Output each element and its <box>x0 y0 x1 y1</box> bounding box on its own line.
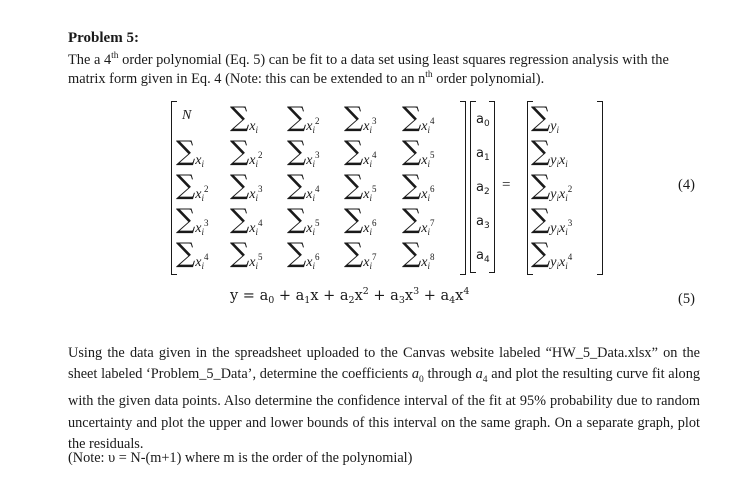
rhs-right-bracket <box>597 101 603 275</box>
poly-term: x <box>455 288 464 304</box>
matrix-entry: $\sum x_i^6$ <box>402 170 435 203</box>
problem-intro <box>68 51 708 89</box>
rhs-entry: $\sum y_i$ <box>531 102 560 135</box>
matrix-entry: $\sum x_i^3$ <box>344 102 377 135</box>
matrix-entry: $\sum x_i^4$ <box>176 238 209 271</box>
coef-a4: a <box>475 366 483 383</box>
rhs-entry: $\sum y_ix_i^4$ <box>531 238 573 271</box>
poly-exp: 2 <box>362 286 369 297</box>
matrix-entry: $\sum x_i^3$ <box>230 170 263 203</box>
poly-sub: 2 <box>348 295 355 306</box>
polynomial-equation <box>230 288 469 304</box>
matrix-entry: $\sum x_i$ <box>176 136 205 169</box>
rhs-entry: $\sum y_ix_i^2$ <box>531 170 573 203</box>
matrix-entry: $\sum x_i^6$ <box>287 238 320 271</box>
degrees-of-freedom-note: (Note: υ = N-(m+1) where m is the order of the polynomial) <box>68 450 413 466</box>
intro-superscript-1: th <box>111 51 119 61</box>
matrix-right-bracket <box>460 101 466 275</box>
rhs-entry: $\sum y_ix_i^3$ <box>531 204 573 237</box>
matrix-entry: $\sum x_i^5$ <box>287 204 320 237</box>
matrix-entry: $\sum x_i^5$ <box>230 238 263 271</box>
matrix-equals-sign: = <box>502 177 511 193</box>
poly-term: + a <box>274 288 305 304</box>
desc-part-3: and plot the resulting curve fit along with the given data points. Also determine the confidence interval of the fit at 95% probability due to random uncertainty and plot the upper and lower bounds of this interval on the same graph. On a separate graph, plot the residuals. <box>68 366 701 453</box>
poly-term: x <box>354 288 363 304</box>
poly-sub: 3 <box>398 295 405 306</box>
poly-lhs: y = <box>230 288 260 304</box>
matrix-entry: $\sum x_i^8$ <box>402 238 435 271</box>
poly-sub: 0 <box>268 295 275 306</box>
intro-part-3: order polynomial). <box>432 71 545 87</box>
poly-a: a <box>259 288 269 304</box>
matrix-entry: $\sum x_i^2$ <box>230 136 263 169</box>
poly-term: + a <box>368 288 399 304</box>
equation-number-4: (4) <box>678 177 695 193</box>
matrix-entry: $\sum x_i^3$ <box>176 204 209 237</box>
coef-a0-index: 0 <box>419 375 424 386</box>
intro-superscript-2: th <box>425 70 433 80</box>
matrix-entry: $\sum x_i^2$ <box>287 102 320 135</box>
desc-part-2: through <box>423 366 476 383</box>
coefficient-entry: $a_0$ <box>476 112 490 129</box>
matrix-entry: $\sum x_i^4$ <box>287 170 320 203</box>
problem-title: Problem 5: <box>68 30 139 46</box>
coef-a4-index: 4 <box>482 375 488 386</box>
matrix-entry: $\sum x_i^5$ <box>344 170 377 203</box>
intro-part-2: order polynomial (Eq. 5) can be fit to a data set using least squares regression analysis with the matrix form given in Eq. 4 (Note: this can be extended to an n <box>68 52 669 87</box>
poly-term: x <box>404 288 414 304</box>
coefficient-entry: $a_3$ <box>476 214 490 231</box>
poly-sub: 1 <box>304 295 311 306</box>
coef-a0: a <box>411 366 420 383</box>
matrix-entry: $\sum x_i^7$ <box>344 238 377 271</box>
matrix-entry: $\sum x_i^4$ <box>230 204 263 237</box>
poly-term: + a <box>419 288 450 304</box>
matrix-entry: $\sum x_i^6$ <box>344 204 377 237</box>
equation-number-5: (5) <box>678 291 695 307</box>
poly-exp: 4 <box>463 286 470 297</box>
problem-description <box>68 343 700 455</box>
coefficient-entry: $a_4$ <box>476 248 490 265</box>
matrix-entry: $\sum x_i^7$ <box>402 204 435 237</box>
poly-term: x + a <box>310 288 349 304</box>
coefficient-entry: $a_1$ <box>476 146 490 163</box>
poly-exp: 3 <box>413 286 420 297</box>
matrix-entry: $\sum x_i^4$ <box>402 102 435 135</box>
rhs-entry: $\sum y_ix_i$ <box>531 136 568 169</box>
intro-part-1: The a 4 <box>68 52 112 68</box>
coefficient-entry: $a_2$ <box>476 180 490 197</box>
matrix-entry: $\sum x_i$ <box>230 102 259 135</box>
matrix-entry: $\sum x_i^5$ <box>402 136 435 169</box>
matrix-entry: $\sum x_i^2$ <box>176 170 209 203</box>
matrix-entry: $\sum x_i^3$ <box>287 136 320 169</box>
desc-part-1: Using the data given in the spreadsheet uploaded to the Canvas website labeled “HW_5_Data.xlsx” on the sheet labeled ‘Problem_5_Data’, determine the coefficients <box>68 345 700 383</box>
matrix-entry: $\sum x_i^4$ <box>344 136 377 169</box>
matrix-entry: N <box>182 108 192 123</box>
poly-sub: 4 <box>449 295 456 306</box>
